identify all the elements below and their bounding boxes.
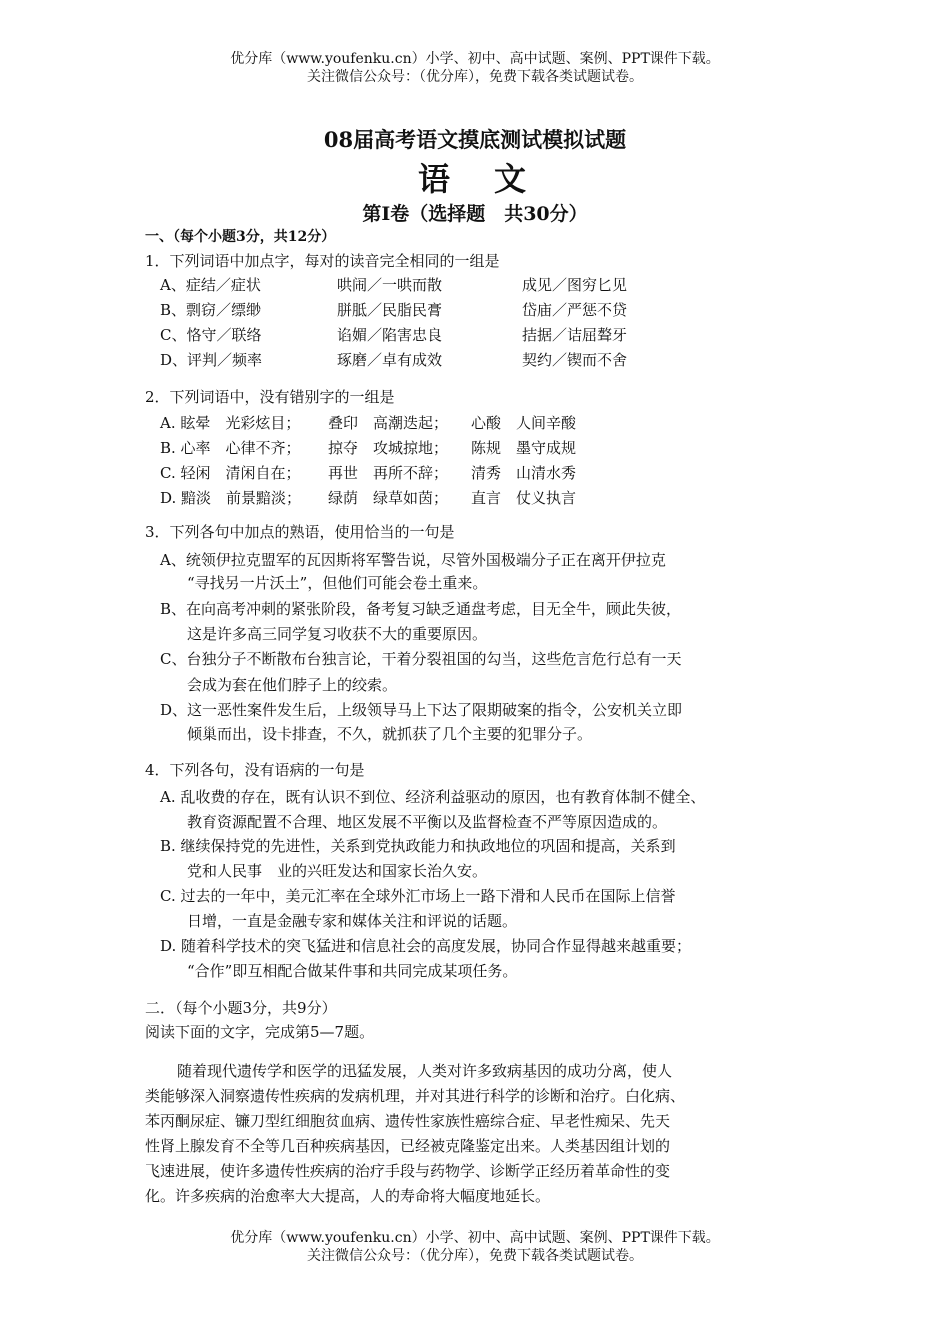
q4-option-c-line2: 日增，一直是金融专家和媒体关注和评说的话题。 bbox=[187, 912, 518, 930]
q1-row-c-col3: 拮据／诘屈聱牙 bbox=[522, 326, 628, 344]
q4-stem: 4．下列各句，没有语病的一句是 bbox=[145, 761, 365, 779]
footer-line-1: 优分库（www.youfenku.cn）小学、初中、高中试题、案例、PPT课件下载。 bbox=[230, 1230, 720, 1246]
q3-option-d-line1: D、这一恶性案件发生后，上级领导马上下达了限期破案的指令，公安机关立即 bbox=[160, 701, 683, 719]
doc-title: 08届高考语文摸底测试模拟试题 bbox=[323, 127, 627, 152]
q3-option-b-line2: 这是许多高三同学复习收获不大的重要原因。 bbox=[187, 625, 488, 643]
volume-title: 第Ⅰ卷（选择题 共30分） bbox=[362, 203, 588, 225]
q2-row-c-col3: 清秀 山清水秀 bbox=[471, 464, 577, 482]
q1-row-a-col1: A、症结／症状 bbox=[160, 276, 261, 294]
q3-option-d-line2: 倾巢而出，设卡排查，不久，就抓获了几个主要的犯罪分子。 bbox=[187, 725, 593, 743]
q3-option-b-line1: B、在向高考冲刺的紧张阶段，备考复习缺乏通盘考虑，目无全牛，顾此失彼， bbox=[160, 600, 682, 618]
q1-row-b-col2: 胼胝／民脂民膏 bbox=[337, 301, 443, 319]
q2-row-c-col1: C. 轻闲 清闲自在； bbox=[160, 464, 301, 482]
q4-option-d-line2: “合作”即互相配合做某件事和共同完成某项任务。 bbox=[187, 962, 518, 980]
section1-heading: 一、（每个小题3分，共12分） bbox=[145, 229, 336, 245]
passage-line: 苯丙酮尿症、镰刀型红细胞贫血病、遗传性家族性癌综合症、早老性痴呆、先天 bbox=[145, 1112, 671, 1130]
passage-line: 化。许多疾病的治愈率大大提高，人的寿命将大幅度地延长。 bbox=[145, 1187, 551, 1205]
q2-row-c-col2: 再世 再所不辞； bbox=[328, 464, 449, 482]
q1-row-c-col1: C、恪守／联络 bbox=[160, 326, 262, 344]
header-line-2: 关注微信公众号：（优分库），免费下载各类试题试卷。 bbox=[307, 69, 643, 85]
q2-row-d-col3: 直言 仗义执言 bbox=[471, 489, 577, 507]
q1-row-d-col1: D、评判／频率 bbox=[160, 351, 263, 369]
q3-option-a-line2: “寻找另一片沃土”，但他们可能会卷土重来。 bbox=[187, 574, 488, 592]
q1-row-b-col3: 岱庙／严惩不贷 bbox=[522, 301, 628, 319]
q3-option-c-line2: 会成为套在他们脖子上的绞索。 bbox=[187, 676, 398, 694]
q4-option-b-line1: B. 继续保持党的先进性，关系到党执政能力和执政地位的巩固和提高，关系到 bbox=[160, 837, 676, 855]
passage-line: 类能够深入洞察遗传性疾病的发病机理，并对其进行科学的诊断和治疗。白化病、 bbox=[145, 1087, 686, 1105]
q2-stem: 2．下列词语中，没有错别字的一组是 bbox=[145, 388, 395, 406]
q1-row-a-col3: 成见／图穷匕见 bbox=[522, 276, 628, 294]
q2-row-a-col3: 心酸 人间辛酸 bbox=[471, 414, 577, 432]
passage-line: 飞速进展，使许多遗传性疾病的治疗手段与药物学、诊断学正经历着革命性的变 bbox=[145, 1162, 671, 1180]
q1-row-b-col1: B、剽窃／缥缈 bbox=[160, 301, 262, 319]
subject-title: 语 文 bbox=[417, 160, 532, 198]
q2-row-a-col1: A. 眩晕 光彩炫目； bbox=[160, 414, 301, 432]
q2-row-b-col1: B. 心率 心律不齐； bbox=[160, 439, 301, 457]
q3-option-a-line1: A、统领伊拉克盟军的瓦因斯将军警告说，尽管外国极端分子正在离开伊拉克 bbox=[160, 551, 666, 569]
q1-row-d-col2: 琢磨／卓有成效 bbox=[337, 351, 443, 369]
q4-option-a-line1: A. 乱收费的存在，既有认识不到位、经济利益驱动的原因，也有教育体制不健全、 bbox=[160, 788, 706, 806]
header-line-1: 优分库（www.youfenku.cn）小学、初中、高中试题、案例、PPT课件下载。 bbox=[230, 51, 720, 67]
q2-row-a-col2: 叠印 高潮迭起； bbox=[328, 414, 449, 432]
section2-heading: 二．（每个小题3分，共9分） bbox=[145, 999, 337, 1017]
passage-line: 随着现代遗传学和医学的迅猛发展，人类对许多致病基因的成功分离，使人 bbox=[177, 1062, 673, 1080]
q3-option-c-line1: C、台独分子不断散布台独言论，干着分裂祖国的勾当，这些危言危行总有一天 bbox=[160, 650, 682, 668]
q4-option-a-line2: 教育资源配置不合理、地区发展不平衡以及监督检查不严等原因造成的。 bbox=[187, 813, 668, 831]
q1-row-c-col2: 谄媚／陷害忠良 bbox=[337, 326, 443, 344]
footer-line-2: 关注微信公众号：（优分库），免费下载各类试题试卷。 bbox=[307, 1248, 643, 1264]
section2-instruction: 阅读下面的文字，完成第5—7题。 bbox=[145, 1023, 375, 1041]
q2-row-b-col2: 掠夺 攻城掠地； bbox=[328, 439, 449, 457]
q2-row-d-col2: 绿荫 绿草如茵； bbox=[328, 489, 449, 507]
passage-line: 性肾上腺发育不全等几百种疾病基因，已经被克隆鉴定出来。人类基因组计划的 bbox=[145, 1137, 671, 1155]
q1-row-d-col3: 契约／锲而不舍 bbox=[522, 351, 628, 369]
q4-option-d-line1: D. 随着科学技术的突飞猛进和信息社会的高度发展，协同合作显得越来越重要； bbox=[160, 937, 692, 955]
q2-row-b-col3: 陈规 墨守成规 bbox=[471, 439, 577, 457]
q1-stem: 1．下列词语中加点字，每对的读音完全相同的一组是 bbox=[145, 252, 500, 270]
q4-option-b-line2: 党和人民事 业的兴旺发达和国家长治久安。 bbox=[187, 862, 488, 880]
q4-option-c-line1: C. 过去的一年中，美元汇率在全球外汇市场上一路下滑和人民币在国际上信誉 bbox=[160, 887, 676, 905]
q2-row-d-col1: D. 黯淡 前景黯淡； bbox=[160, 489, 302, 507]
q3-stem: 3．下列各句中加点的熟语，使用恰当的一句是 bbox=[145, 523, 455, 541]
q1-row-a-col2: 哄闹／一哄而散 bbox=[337, 276, 443, 294]
